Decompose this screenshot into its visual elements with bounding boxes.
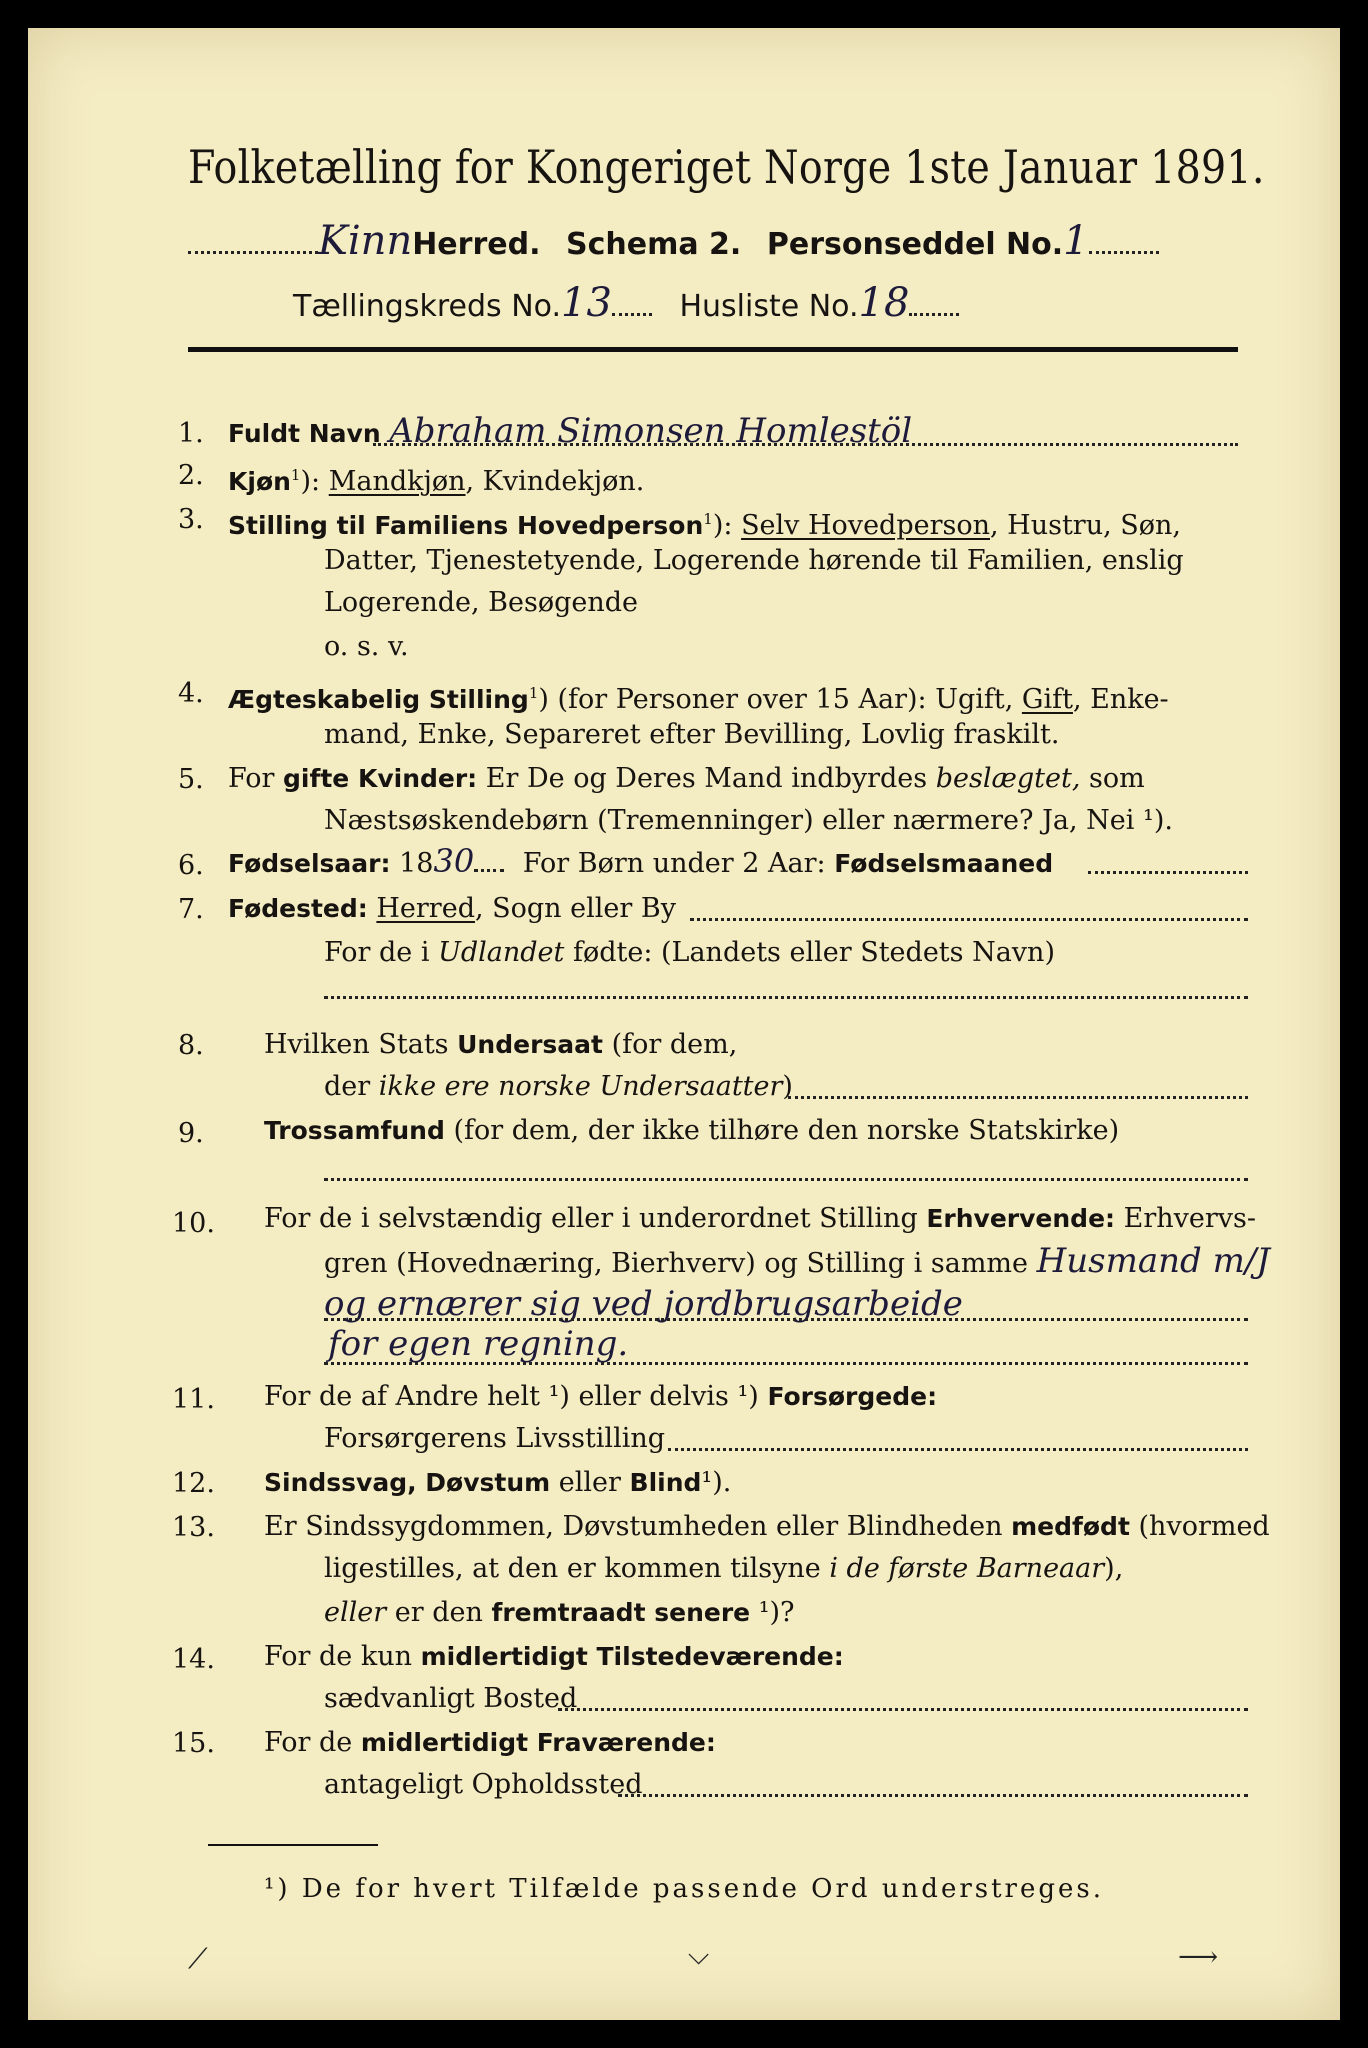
item-9-number: 9. bbox=[178, 1118, 204, 1149]
item-12-number: 12. bbox=[172, 1468, 215, 1499]
item-5-mid: Er De og Deres Mand indbyrdes bbox=[485, 763, 928, 794]
item-2-option-kvindekjon: , Kvindekjøn. bbox=[465, 466, 645, 497]
item-3-line3: Logerende, Besøgende bbox=[324, 587, 638, 618]
item-4-number: 4. bbox=[178, 678, 204, 709]
item-11-dotline bbox=[668, 1448, 1248, 1451]
item-10-handwritten-2: og ernærer sig ved jordbrugsarbeide bbox=[324, 1284, 963, 1324]
kreds-handwritten: 13 bbox=[561, 280, 612, 326]
item-7-line2-italic: Udlandet bbox=[438, 937, 565, 968]
item-14-line2: sædvanligt Bosted bbox=[324, 1683, 578, 1714]
item-7-line2b: fødte: (Landets eller Stedets Navn) bbox=[572, 937, 1055, 968]
item-6-number: 6. bbox=[178, 850, 204, 881]
item-3-label: Stilling til Familiens Hovedperson bbox=[228, 511, 704, 540]
footnote: ¹) De for hvert Tilfælde passende Ord understreges. bbox=[264, 1874, 1105, 1904]
item-6-year-prefix: 18 bbox=[399, 848, 434, 879]
item-11-pre: For de af Andre helt ¹) eller delvis ¹) bbox=[264, 1381, 759, 1412]
item-6-dotline bbox=[1088, 871, 1248, 874]
stray-mark-right: ⟶ bbox=[1178, 1940, 1219, 1973]
item-10-post: Erhvervs- bbox=[1123, 1203, 1257, 1234]
item-10-dotline3 bbox=[324, 1362, 1248, 1365]
item-8-number: 8. bbox=[178, 1030, 204, 1061]
item-10-handwritten-3: for egen regning. bbox=[328, 1324, 629, 1364]
item-7-number: 7. bbox=[178, 894, 204, 925]
header-rule bbox=[188, 347, 1238, 352]
item-2-number: 2. bbox=[178, 460, 204, 491]
item-3-line1-rest: , Hustru, Søn, bbox=[990, 510, 1181, 541]
item-10-number: 10. bbox=[172, 1208, 215, 1239]
item-9-label: Trossamfund bbox=[264, 1116, 445, 1145]
item-7-line2a: For de i bbox=[324, 937, 430, 968]
item-13-pre: Er Sindssygdommen, Døvstumheden eller Blindheden bbox=[264, 1511, 1003, 1542]
item-15-number: 15. bbox=[172, 1728, 215, 1759]
item-14-row bbox=[264, 1642, 844, 1672]
item-6-row bbox=[228, 842, 1054, 880]
item-15-dotline bbox=[618, 1794, 1248, 1797]
item-14-pre: For de kun bbox=[264, 1641, 412, 1672]
item-7-label: Fødested: bbox=[228, 894, 368, 923]
item-10-line2 bbox=[324, 1241, 1270, 1281]
item-14-label: midlertidigt Tilstedeværende: bbox=[420, 1642, 844, 1671]
item-15-row bbox=[264, 1728, 716, 1758]
personseddel-label: Personseddel No. bbox=[766, 227, 1064, 262]
item-1-number: 1. bbox=[178, 418, 204, 449]
item-3-line4: o. s. v. bbox=[324, 631, 409, 662]
schema-label: Schema 2. bbox=[566, 227, 742, 262]
kreds-label: Tællingskreds No. bbox=[293, 289, 561, 324]
footnote-rule bbox=[208, 1844, 378, 1846]
item-13-post: (hvormed bbox=[1138, 1511, 1270, 1542]
item-1-label: Fuldt Navn bbox=[228, 419, 381, 448]
item-14-number: 14. bbox=[172, 1644, 215, 1675]
item-8-line2b: ) bbox=[782, 1071, 793, 1102]
item-7-row bbox=[228, 894, 676, 924]
item-2-colon: ): bbox=[300, 466, 321, 497]
item-11-number: 11. bbox=[172, 1384, 215, 1415]
item-5-pre: For bbox=[228, 763, 275, 794]
item-15-label: midlertidigt Fraværende: bbox=[360, 1728, 716, 1757]
item-1-dotline bbox=[373, 443, 1238, 446]
item-7-option-herred: Herred bbox=[376, 893, 475, 924]
form-title: Folketælling for Kongeriget Norge 1ste Januar 1891. bbox=[188, 140, 1265, 194]
item-12-mid: eller bbox=[558, 1467, 621, 1498]
item-5-row bbox=[228, 764, 1145, 794]
item-13-label: medfødt bbox=[1011, 1512, 1130, 1541]
item-4-label: Ægteskabelig Stilling bbox=[228, 685, 529, 714]
item-10-line2-text: gren (Hovednæring, Bierhverv) og Stilling i samme bbox=[324, 1248, 1029, 1279]
item-10-pre: For de i selvstændig eller i underordnet Stilling bbox=[264, 1203, 918, 1234]
personseddel-handwritten: 1 bbox=[1063, 218, 1089, 264]
item-15-line2: antageligt Opholdssted bbox=[324, 1769, 643, 1800]
item-9-rest: (for dem, der ikke tilhøre den norske Statskirke) bbox=[453, 1115, 1120, 1146]
item-8-line2a: der bbox=[324, 1071, 371, 1102]
item-11-label: Forsørgede: bbox=[767, 1382, 938, 1411]
husliste-label: Husliste No. bbox=[679, 289, 859, 324]
item-4-row bbox=[228, 678, 1169, 715]
item-11-row bbox=[264, 1382, 937, 1412]
item-1-handwritten-name: Abraham Simonsen Homlestöl bbox=[389, 411, 913, 451]
item-13-row bbox=[264, 1512, 1270, 1542]
census-form-sheet bbox=[28, 28, 1340, 2020]
item-6-label: Fødselsaar: bbox=[228, 849, 391, 878]
item-3-colon: ): bbox=[712, 510, 733, 541]
herred-label: Herred. bbox=[412, 227, 541, 262]
item-8-label: Undersaat bbox=[457, 1030, 603, 1059]
item-2-row bbox=[228, 460, 644, 497]
item-12-row bbox=[264, 1468, 731, 1498]
item-4-post: , Enke- bbox=[1072, 684, 1169, 715]
item-13-line2b: ), bbox=[1104, 1553, 1124, 1584]
item-10-label: Erhvervende: bbox=[926, 1204, 1116, 1233]
item-12-label2: Blind bbox=[629, 1468, 702, 1497]
item-3-row bbox=[228, 504, 1181, 541]
item-5-number: 5. bbox=[178, 764, 204, 795]
item-2-footnote-ref: 1 bbox=[290, 466, 301, 484]
item-5-italic: beslægtet, bbox=[935, 763, 1081, 794]
item-13-line3a: er den bbox=[394, 1597, 483, 1628]
item-7-dotline bbox=[690, 918, 1248, 921]
item-3-footnote-ref: 1 bbox=[703, 510, 713, 528]
herred-line bbox=[188, 218, 1159, 264]
item-11-line2: Forsørgerens Livsstilling bbox=[324, 1423, 666, 1454]
item-10-dotline2 bbox=[324, 1318, 1248, 1321]
item-3-number: 3. bbox=[178, 504, 204, 535]
item-13-line2a: ligestilles, at den er kommen tilsyne bbox=[324, 1553, 821, 1584]
stray-mark-center: ⌵ bbox=[688, 1938, 710, 1971]
stray-mark-left: ⟋ bbox=[188, 1942, 208, 1975]
item-6-rest: For Børn under 2 Aar: bbox=[522, 848, 826, 879]
item-13-line2-italic: i de første Barneaar bbox=[829, 1553, 1105, 1584]
item-13-line3-bold: fremtraadt senere bbox=[491, 1598, 751, 1627]
item-4-footnote-ref: 1 bbox=[528, 684, 539, 702]
item-13-line3c: ¹)? bbox=[758, 1597, 795, 1628]
item-13-line3-italic: eller bbox=[324, 1597, 387, 1628]
item-6-label2: Fødselsmaaned bbox=[834, 849, 1054, 878]
item-10-row bbox=[264, 1204, 1256, 1234]
item-7-dotline2 bbox=[324, 996, 1248, 999]
item-4-line2: mand, Enke, Separeret efter Bevilling, Lovlig fraskilt. bbox=[324, 719, 1060, 750]
item-3-line2: Datter, Tjenestetyende, Logerende hørende til Familien, enslig bbox=[324, 545, 1184, 576]
item-8-dotline bbox=[788, 1096, 1248, 1099]
item-5-label: gifte Kvinder: bbox=[283, 764, 478, 793]
item-2-label: Kjøn bbox=[228, 467, 291, 496]
item-12-label: Sindssvag, Døvstum bbox=[264, 1468, 551, 1497]
item-4-option-gift: Gift bbox=[1021, 684, 1073, 715]
item-12-post: ¹). bbox=[701, 1467, 732, 1498]
item-7-line2 bbox=[324, 938, 1055, 968]
item-5-line2: Næstsøskendebørn (Tremenninger) eller nærmere? Ja, Nei ¹). bbox=[324, 805, 1173, 836]
item-8-line2 bbox=[324, 1072, 793, 1102]
herred-handwritten: Kinn bbox=[318, 218, 413, 264]
item-10-handwritten-1: Husmand m/J bbox=[1036, 1241, 1270, 1281]
item-14-dotline bbox=[558, 1708, 1248, 1711]
item-2-option-mandkjon: Mandkjøn bbox=[328, 466, 466, 497]
item-8-line2-italic: ikke ere norske Undersaatter bbox=[378, 1071, 783, 1102]
item-13-number: 13. bbox=[172, 1512, 215, 1543]
item-13-line3 bbox=[324, 1598, 795, 1628]
kreds-line bbox=[293, 280, 959, 326]
item-9-row bbox=[264, 1116, 1119, 1146]
item-6-year-handwritten: 30 bbox=[433, 842, 475, 880]
item-5-post: som bbox=[1089, 763, 1145, 794]
item-3-option-selv-hovedperson: Selv Hovedperson bbox=[741, 510, 990, 541]
item-9-dotline bbox=[324, 1178, 1248, 1181]
item-4-pre: ) (for Personer over 15 Aar): Ugift, bbox=[538, 684, 1014, 715]
item-8-row bbox=[264, 1030, 737, 1060]
item-7-rest: , Sogn eller By bbox=[474, 893, 676, 924]
item-15-pre: For de bbox=[264, 1727, 353, 1758]
item-8-pre: Hvilken Stats bbox=[264, 1029, 449, 1060]
husliste-handwritten: 18 bbox=[858, 280, 910, 326]
item-13-line2 bbox=[324, 1554, 1123, 1584]
item-8-post: (for dem, bbox=[611, 1029, 738, 1060]
